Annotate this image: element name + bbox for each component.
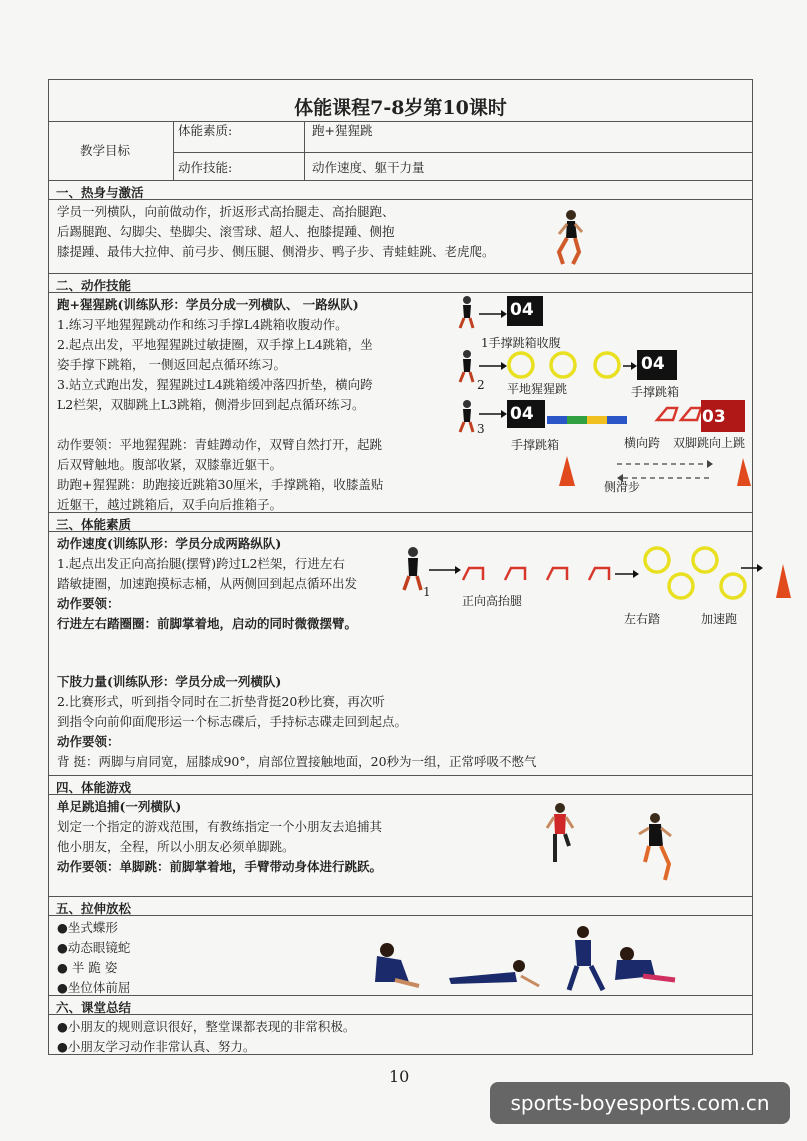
runner-figure (555, 208, 585, 268)
page-number: 10 (389, 1067, 410, 1086)
kid-figure (460, 296, 473, 328)
section-skills-title: 二、动作技能 (56, 278, 132, 293)
list-item: ●坐位体前屈 (57, 980, 131, 995)
game-text: 单足跳追捕(一列横队) 划定一个指定的游戏范围，有教练指定一个小朋友去追捕其 他小朋友，全程，所以小朋友必须单脚跳。 动作要领：单脚跳：前脚掌着地，手臂带动身体进行跳跃。 (57, 799, 383, 874)
section-game-title: 四、体能游戏 (56, 780, 132, 795)
skills-text: 跑+猩猩跳(训练队形：学员分成一列横队、 一路纵队) 1.练习平地猩猩跳动作和练习手撑L4跳箱收腹动作。 2.起点出发，平地猩猩跳过敏捷圈，双手撑上L4跳箱，坐 姿手撑下跳箱， 一侧返回起点循环练习。 3.站立式跑出发，猩猩跳过L4跳箱缓冲落四折垫，横向跨 L2栏架，双脚跳上L3跳箱，侧滑步回到起点循环练习。 动作要领：平地猩猩跳：青蛙蹲动作，双臂自然打开，起跳 后双臂触地。腹部收紧，双膝靠近躯干。 助跑+猩猩跳：助跑接近跳箱30厘米，手撑跳箱，收膝盖贴 近躯干，越过跳箱后，双手向后推箱子。 (57, 297, 384, 512)
kid-hopping-figure (545, 802, 575, 864)
watermark-badge: sports-boyesports.com.cn (490, 1082, 790, 1124)
summary-list (57, 1017, 355, 1057)
agility-ring (551, 353, 575, 377)
list-item: ●坐式蝶形 (57, 920, 118, 935)
section-stretch-title: 五、拉伸放松 (56, 901, 132, 916)
page-title: 体能课程7-8岁第10课时 (294, 97, 507, 119)
stretch-list (57, 918, 130, 998)
objectives-label: 教学目标 (80, 143, 131, 158)
kid-figure (569, 926, 603, 990)
cone (737, 458, 751, 486)
agility-ring (645, 548, 669, 572)
fitness-text-speed: 动作速度(训练队形：学员分成两路纵队) 1.起点出发正向高抬腿(摆臂)跨过L2栏架，行进左右 踏敏捷圈，加速跑摸标志桶，从两侧回到起点循环出发 动作要领： 行进左右踏圈圈：前脚掌着地，启动的同时微微摆臂。 (57, 536, 358, 631)
agility-ring (693, 548, 717, 572)
list-item: ●动态眼镜蛇 (57, 940, 131, 955)
agility-ring (721, 574, 745, 598)
section-fitness-title: 三、体能素质 (56, 517, 132, 532)
kid-hopping-figure (637, 812, 677, 884)
section-warmup-title: 一、热身与激活 (56, 185, 144, 200)
objective-key: 动作技能: (178, 160, 233, 175)
list-item: ●小朋友的规则意识很好，整堂课都表现的非常积极。 (57, 1019, 356, 1034)
section-summary-title: 六、课堂总结 (56, 1000, 132, 1015)
fitness-text-strength: 下肢力量(训练队形：学员分成一列横队) 2.比赛形式，听到指令同时在二折垫背挺20秒比赛，再次听 到指令向前仰面爬形运一个标志碟后，手持标志碟走回到起点。 动作要领： 背 挺：两脚与肩同宽，屈膝成90°，肩部位置接触地面，20秒为一组，正常呼吸不憋气 (57, 674, 537, 769)
agility-ring (595, 353, 619, 377)
warmup-text: 学员一列横队，向前做动作，折返形式高抬腿走、高抬腿跑、 后踢腿跑、勾脚尖、垫脚尖、滚雪球、超人、抱膝提踵、侧抱 膝提踵、最伟大拉伸、前弓步、侧压腿、侧滑步、鸭子步、青蛙蛙跳、老虎爬。 (57, 204, 495, 259)
objective-key: 体能素质: (178, 123, 233, 138)
cone (559, 456, 575, 486)
agility-ring (669, 574, 693, 598)
objective-value: 跑+猩猩跳 (312, 123, 373, 138)
kid-figure (375, 943, 419, 986)
stretch-figures (371, 920, 681, 996)
objective-value: 动作速度、躯干力量 (312, 160, 425, 175)
list-item: ●小朋友学习动作非常认真、努力。 (57, 1039, 256, 1054)
hurdles (463, 568, 609, 580)
kid-figure (449, 960, 539, 986)
lesson-plan-table: 体能课程7-8岁第10课时 教学目标 体能素质: 跑+猩猩跳 动作技能: 动作速度、躯干力量 一、热身与激活 学员一列横队，向前做动作，折返形式高抬腿走、高抬腿跑、 后踢腿跑、勾脚尖、垫脚尖、滚雪球、超人、抱膝提踵、侧抱 膝提踵、最伟大拉伸、前弓步、侧压腿、侧滑步、鸭子步、青蛙蛙跳、老虎爬。 二、动作技能 跑+猩猩跳(训练队形：学员分成一列横队、 一路纵队) 1.练习平地猩猩跳动作和练习手撑L4跳箱收腹动作。 2.起点出发，平地猩猩跳过敏捷圈，双手撑上L4跳箱，坐 姿手撑下跳箱， 一侧返回起点循环练习。 3.站立式跑出发，猩猩跳过L4跳箱缓冲落四折垫，横向跨 L2栏架，双脚跳上L3跳箱，侧滑步回到起点循环练习。 动作要领：平地猩猩跳：青蛙蹲动作，双臂自然打开，起跳 后双臂触地。腹部收紧，双膝靠近躯干。 助跑+猩猩跳：助跑接近跳箱30厘米，手撑跳箱，收膝盖贴 近躯干，越过跳箱后，双手向后推箱子。 04 1手撑跳箱收腹 2 平地猩猩跳 04 手撑跳箱 3 04 手撑跳箱 横向跨 双脚跳向上跳 03 侧滑步 三、体能素质 动作速度(训练队形：学员分成两路纵队) 1.起点出发正向高抬腿(摆臂)跨过L2栏架，行进左右 踏敏捷圈，加速跑摸标志桶，从两侧回到起点循环出发 动作要领： 行进左右踏圈圈：前脚掌着地，启动的同时微微摆臂。 1 正向高抬腿 左右踏 加速跑 下肢力量(训练队形：学员分成一列横队) 2.比赛形式，听到指令同时在二折垫背挺20秒比赛，再次听 到指令向前仰面爬形运一个标志碟后，手持标志碟走回到起点。 动作要领： 背 挺：两脚与肩同宽，屈膝成90°，肩部位置接触地面，20秒为一组，正常呼吸不憋气 四、体能游戏 单足跳追捕(一列横队) 划定一个指定的游戏范围，有教练指定一个小朋友去追捕其 他小朋友，全程，所以小朋友必须单脚跳。 动作要领：单脚跳：前脚掌着地，手臂带动身体进行跳跃。 五、拉伸放松 ●坐式蝶形 ●动态眼镜蛇 ● 半 跪 姿 ●坐位体前屈 六、课堂总结 ●小朋友的规则意识很好，整堂课都表现的非常积极。 ●小朋友学习动作非常认真、努力。 (48, 79, 753, 1055)
list-item: ● 半 跪 姿 (57, 960, 118, 975)
cone (776, 564, 791, 598)
kid-figure (615, 947, 675, 980)
agility-ring (509, 353, 533, 377)
